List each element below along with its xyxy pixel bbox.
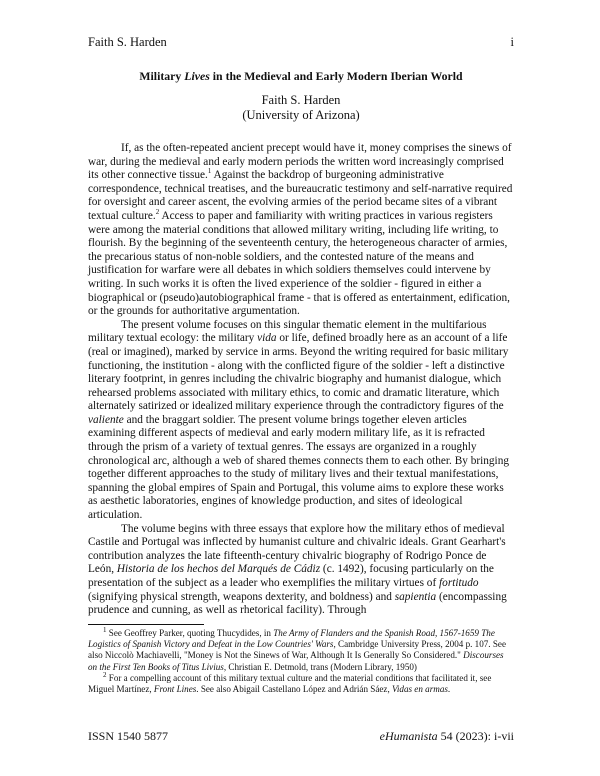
fn1-italic-army-of-flanders: The Army of Flanders and the Spanish Road, 1567-1659 The Logistics of Spanish Victory and Defeat in the Low Countries' Wars bbox=[88, 628, 495, 650]
fn2-text-b: . See also Abigail Castellano López and Adrián Sáez, bbox=[196, 684, 392, 695]
footnote-1-number: 1 bbox=[103, 625, 107, 634]
p3-text-b: (c. 1492), focusing particularly on the presentation of the subject as a leader who exemplifies the military virtues of bbox=[88, 563, 494, 589]
fn2-italic-front-lines: Front Lines bbox=[153, 684, 197, 695]
fn1-italic-discourses: Discourses on the First Ten Books of Titus Livius bbox=[88, 650, 504, 672]
fn2-italic-vidas-en-armas: Vidas en armas bbox=[392, 684, 448, 695]
title-italic-word: Lives bbox=[184, 69, 210, 83]
footnote-1 bbox=[88, 625, 514, 673]
title-part-2: in the Medieval and Early Modern Iberian World bbox=[209, 69, 463, 83]
title-part-1: Military bbox=[139, 69, 185, 83]
footnote-separator bbox=[88, 624, 204, 625]
footnote-ref-2[interactable]: 2 bbox=[155, 208, 160, 217]
p1-text-a: If, as the often-repeated ancient precept would have it, money comprises the sinews of war, during the medieval and early modern periods the written word increasingly comprised its other connective tissue. bbox=[88, 142, 512, 182]
footnote-2-number: 2 bbox=[103, 670, 107, 679]
fn1-text-c: , Christian E. Detmold, trans (Modern Library, 1950) bbox=[223, 661, 417, 672]
footnotes bbox=[88, 625, 514, 695]
body-paragraph-2 bbox=[88, 319, 514, 523]
footer-issn: ISSN 1540 5877 bbox=[88, 729, 169, 743]
p3-italic-historia: Historia de los hechos del Marqués de Cádiz bbox=[116, 563, 321, 576]
byline bbox=[88, 93, 514, 122]
p2-italic-vida: vida bbox=[257, 332, 277, 345]
p3-text-a: The volume begins with three essays that explore how the military ethos of medieval Castile and Portugal was inflected by humanist culture and chivalric ideals. Grant Gearhart's contribution analyzes the late fifteenth-century chivalric biography of Rodrigo Ponce de León, bbox=[88, 522, 506, 576]
running-header-page-number: i bbox=[510, 35, 514, 49]
footer-citation bbox=[380, 729, 514, 744]
fn1-text-a: See Geoffrey Parker, quoting Thucydides, in bbox=[106, 628, 274, 638]
p2-text-c: and the braggart soldier. The present volume brings together eleven articles examining different aspects of medieval and early modern military life, as it is refracted through the prism of a variety of textual genres. The essays are organized in a roughly chronological arc, although a web of shared themes connects them to each other. By bringing together different approaches to the study of military lives and their textual manifestations, spanning the global empires of Spain and Portugal, this volume aims to explore these works as aesthetic laboratories, engines of knowledge production, and sites of ideological articulation. bbox=[88, 413, 509, 522]
footer-journal-name: eHumanista bbox=[379, 729, 438, 743]
footnote-ref-1[interactable]: 1 bbox=[207, 167, 212, 176]
fn2-text-c: . bbox=[447, 684, 451, 695]
running-header-author: Faith S. Harden bbox=[88, 35, 167, 49]
p2-text-a: The present volume focuses on this singular thematic element in the multifarious military textual ecology: the military bbox=[88, 318, 487, 345]
article-title bbox=[88, 69, 514, 84]
body-paragraph-3 bbox=[88, 523, 514, 618]
p3-italic-fortitudo: fortitudo bbox=[439, 577, 479, 589]
p3-italic-sapientia: sapientia bbox=[394, 590, 437, 603]
p2-text-b: or life, defined broadly here as an account of a life (real or imagined), marked by service in arms. Beyond the writing required for basic military functioning, the institution - along with the conflicted figure of the soldier - left a distinctive literary footprint, in genres including the chivalric biography and humanist dialogue, which rehearsed problems associated with military ethics, to comic and dramatic literature, which alternately satirized or idealized military experience through the contradictory figures of the bbox=[88, 332, 509, 413]
footer-volume-pages: 54 (2023): i-vii bbox=[437, 729, 514, 743]
byline-affiliation: (University of Arizona) bbox=[242, 107, 360, 122]
p3-text-d: (encompassing prudence and cunning, as well as rhetorical facility). Through bbox=[88, 590, 507, 617]
footnote-2 bbox=[88, 670, 514, 695]
p1-text-b: Against the backdrop of burgeoning administrative correspondence, technical treatises, and the bureaucratic testimony and self-narrative required for oversight and career ascent, the evolving armies of the period became sites of a vibrant textual culture. bbox=[88, 169, 513, 222]
byline-author: Faith S. Harden bbox=[261, 93, 341, 107]
article-body bbox=[88, 142, 514, 618]
p2-italic-valiente: valiente bbox=[88, 413, 124, 426]
body-paragraph-1 bbox=[88, 142, 514, 319]
fn2-text-a: For a compelling account of this military textual culture and the material conditions that facilitated it, see Miguel Martínez, bbox=[88, 672, 492, 695]
p1-text-c: Access to paper and familiarity with writing practices in various registers were among the material conditions that allowed military writing, including life writing, to flourish. By the beginning of the seventeenth century, the heterogeneous character of armies, the precarious status of non-noble soldiers, and the contested nature of the means and justification for warfare were all debates in which soldiers themselves could intervene by writing. In such works it is often the lived experience of the soldier - figured in either a biographical or (pseudo)autobiographical frame - that is offered as entertainment, edification, or the grounds for authoritative argumentation. bbox=[88, 209, 511, 318]
fn1-text-b: , Cambridge University Press, 2004 p. 107. See also Niccolò Machiavelli, "Money is Not the Sinews of War, Although It Is Generally So Considered." bbox=[88, 639, 506, 661]
p3-text-c: (signifying physical strength, weapons dexterity, and boldness) and bbox=[88, 590, 395, 603]
